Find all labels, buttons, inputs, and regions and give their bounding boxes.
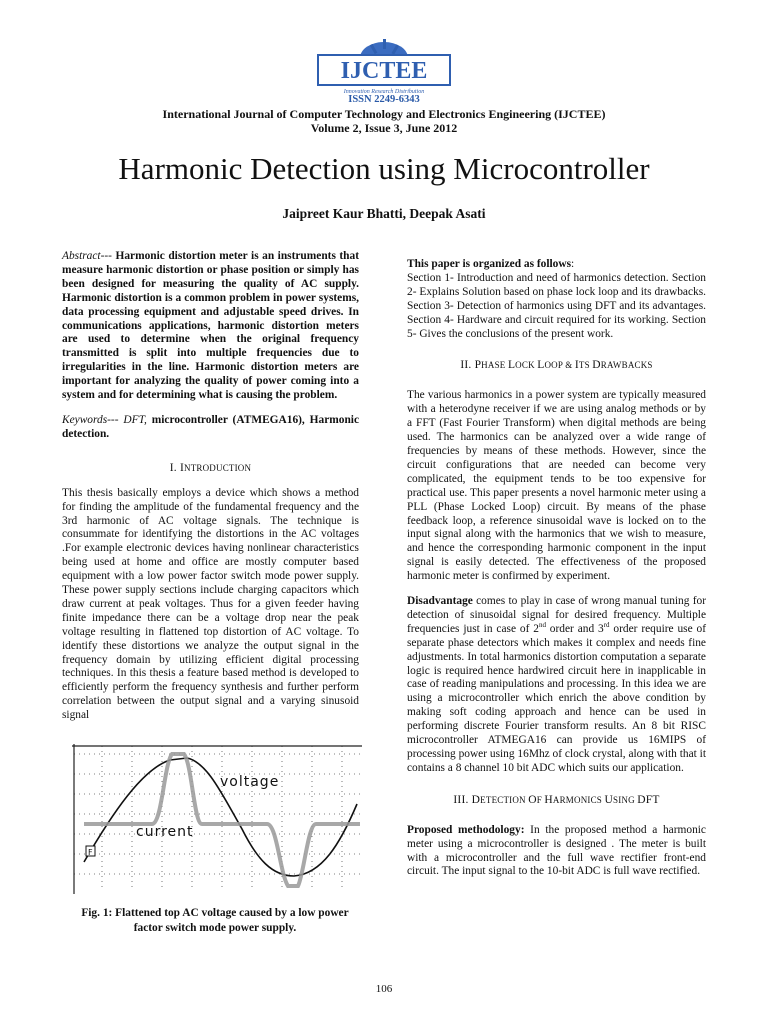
voltage-label: voltage: [220, 774, 280, 790]
journal-name: International Journal of Computer Technology and Electronics Engineering (IJCTEE): [162, 107, 606, 121]
logo-tagline: Innovation Research Distribution: [343, 89, 425, 95]
organization-text: Section 1- Introduction and need of harmonics detection. Section 2- Explains Solution based on phase lock loop and its drawbacks. Section 3- Detection of harmonics using DFT and its advantages. Section 4- Hardware and circuit required for its working. Section 5- Gives the conclusions of the present work.: [407, 271, 706, 340]
disadvantage-label: Disadvantage: [407, 595, 473, 608]
section-number: I.: [169, 461, 180, 474]
superscript: nd: [538, 621, 546, 630]
keywords-label: Keywords--- DFT,: [62, 413, 147, 426]
section-heading-pll: [407, 359, 706, 373]
heading-part: U: [604, 793, 613, 806]
heading-part: TS: [578, 360, 593, 371]
section-number: II.: [460, 359, 475, 372]
disadvantage-text: order and 3: [545, 622, 604, 635]
disadvantage-text: order require use of separate phase detectors which makes it complex and needs fine adjustments. In total harmonics distortion computation a separate logic is required hence hardwired circuit here in inapplicable in case of reading manipulations and processing. In this idea we are using a microcontroller which enrich the above condition by making soft coding approach and hence can be used in performing discrete Fourier transform results. An 8 bit RISC microcontroller ATMEGA16 can provide us 16MIPS of processing power using 16Mhz of clock crystal, along with that it contains a 8 channel 10 bit ADC which suits our application.: [407, 622, 706, 774]
heading-part: P: [474, 359, 482, 372]
heading-part: L: [507, 359, 516, 372]
section-heading-introduction: [62, 462, 359, 476]
paper-authors: Jaipreet Kaur Bhatti, Deepak Asati: [282, 206, 486, 221]
keywords-text: microcontroller (ATMEGA16), Harmonic detection.: [62, 413, 359, 440]
section-number: III.: [453, 793, 472, 806]
left-column: [62, 250, 359, 723]
heading-part: O: [528, 793, 537, 806]
heading-part: H: [544, 793, 553, 806]
figure-waveform: [72, 744, 362, 894]
heading-part: I: [574, 359, 579, 372]
disadvantage-text: comes to play in case of wrong manual tuning for detection of sinusoidal signal for desired frequency. Multiple frequencies just in case of 2: [407, 595, 706, 635]
current-label: current: [136, 824, 194, 840]
superscript: rd: [603, 621, 610, 630]
keywords: [62, 414, 359, 442]
heading-part: ARMONICS: [552, 794, 605, 805]
organization: [407, 258, 706, 341]
journal-volume: Volume 2, Issue 3, June 2012: [310, 121, 458, 135]
proposed-methodology: [407, 824, 706, 880]
abstract: [62, 250, 359, 403]
figure-caption: Fig. 1: Flattened top AC voltage caused by a low power factor switch mode power supply.: [81, 907, 349, 934]
heading-part: RAWBACKS: [600, 360, 653, 371]
heading-part: D: [471, 793, 481, 806]
heading-part: ETECTION: [480, 794, 529, 805]
organization-heading: This paper is organized as follows: [407, 258, 572, 270]
heading-part: F: [536, 794, 545, 805]
heading-part: DFT: [637, 793, 660, 806]
ijctee-logo: [312, 38, 456, 98]
page-number: 106: [375, 983, 393, 995]
abstract-label: Abstract---: [62, 250, 112, 262]
heading-part: SING: [612, 794, 638, 805]
pll-text: The various harmonics in a power system are typically measured with a heterodyne receiver if we are using analog methods or by a FFT (Fast Fourier Transform) when digital methods are being used. The harmonics can be analyzed over a wide range of frequencies by means of these methods. However, since the circuit configurations that are needed can become very complicated, the equipment tends to be too expensive for practical use. This paper presents a novel harmonic meter using a PLL (Phase Locked Loop) circuit. By means of the phase feedback loop, a reference sinusoidal wave is locked on to the input signal along with the harmonics that we wish to measure, and hence the corresponding harmonic component in the input signal is easily detected. The effectiveness of the proposed harmonic meter is confirmed by experiment.: [407, 389, 706, 583]
paper-title: Harmonic Detection using Microcontroller: [118, 151, 650, 186]
proposed-label: Proposed methodology:: [407, 823, 525, 836]
organization-colon: :: [571, 258, 575, 270]
heading-part: HASE: [481, 360, 508, 371]
introduction-text: This thesis basically employs a device which shows a method for finding the amplitude of the fundamental frequency and the 3rd harmonic of AC voltage signals. The technique is consummate for identifying the distortions in the AC voltages .For example electronic devices having nonlinear characteristics being used at home and office are mostly computer based equipment with a low power factor switch mode power supply. These power supply sections include charging capacitors which draw current at peak voltages. Thus for a given feeder having finite impedance there can be a voltage drop near the peak voltage resulting in flattened top distortion of AC voltage. To identify these distortions we analyze the output signal in the frequency domain by utilizing efficient digital processing techniques. In this thesis a feature based method is developed to efficiently perform the frequency synthesis and further perform correlation between the output signal and a varying sinusoid signal: [62, 486, 359, 722]
proposed-text: In the proposed method a harmonic meter using a microcontroller is designed . The meter is built with a microcontroller and the full wave rectifier front-end circuit. The input signal to the 10-bit ADC is full wave rectified.: [407, 823, 706, 878]
journal-header: [0, 107, 768, 135]
heading-initial: I: [179, 461, 184, 474]
section-heading-dft: [407, 794, 706, 808]
logo-text: IJCTEE: [340, 58, 428, 84]
heading-part: L: [537, 359, 545, 372]
heading-rest: NTRODUCTION: [184, 462, 252, 473]
heading-part: OCK: [515, 360, 538, 371]
disadvantage-paragraph: [407, 595, 706, 776]
abstract-text: Harmonic distortion meter is an instruments that measure harmonic distortion or phase position or simply has been designed for measuring the quality of AC supply. Harmonic distortion is a common problem in power systems, data processing equipment and adjustable speed drives. In communications applications, harmonic distortion meters are used to determine when the original frequency transmitted is split into multiple frequencies due to irregularities in the line. Harmonic distortion meters are important for analyzing the quality of power coming into a system and for determining what is causing the problem.: [62, 250, 359, 402]
heading-part: D: [592, 359, 601, 372]
heading-part: OOP &: [544, 360, 575, 371]
issn: ISSN 2249-6343: [348, 94, 420, 105]
figure-marker: F: [88, 848, 93, 857]
right-column: [407, 258, 706, 879]
